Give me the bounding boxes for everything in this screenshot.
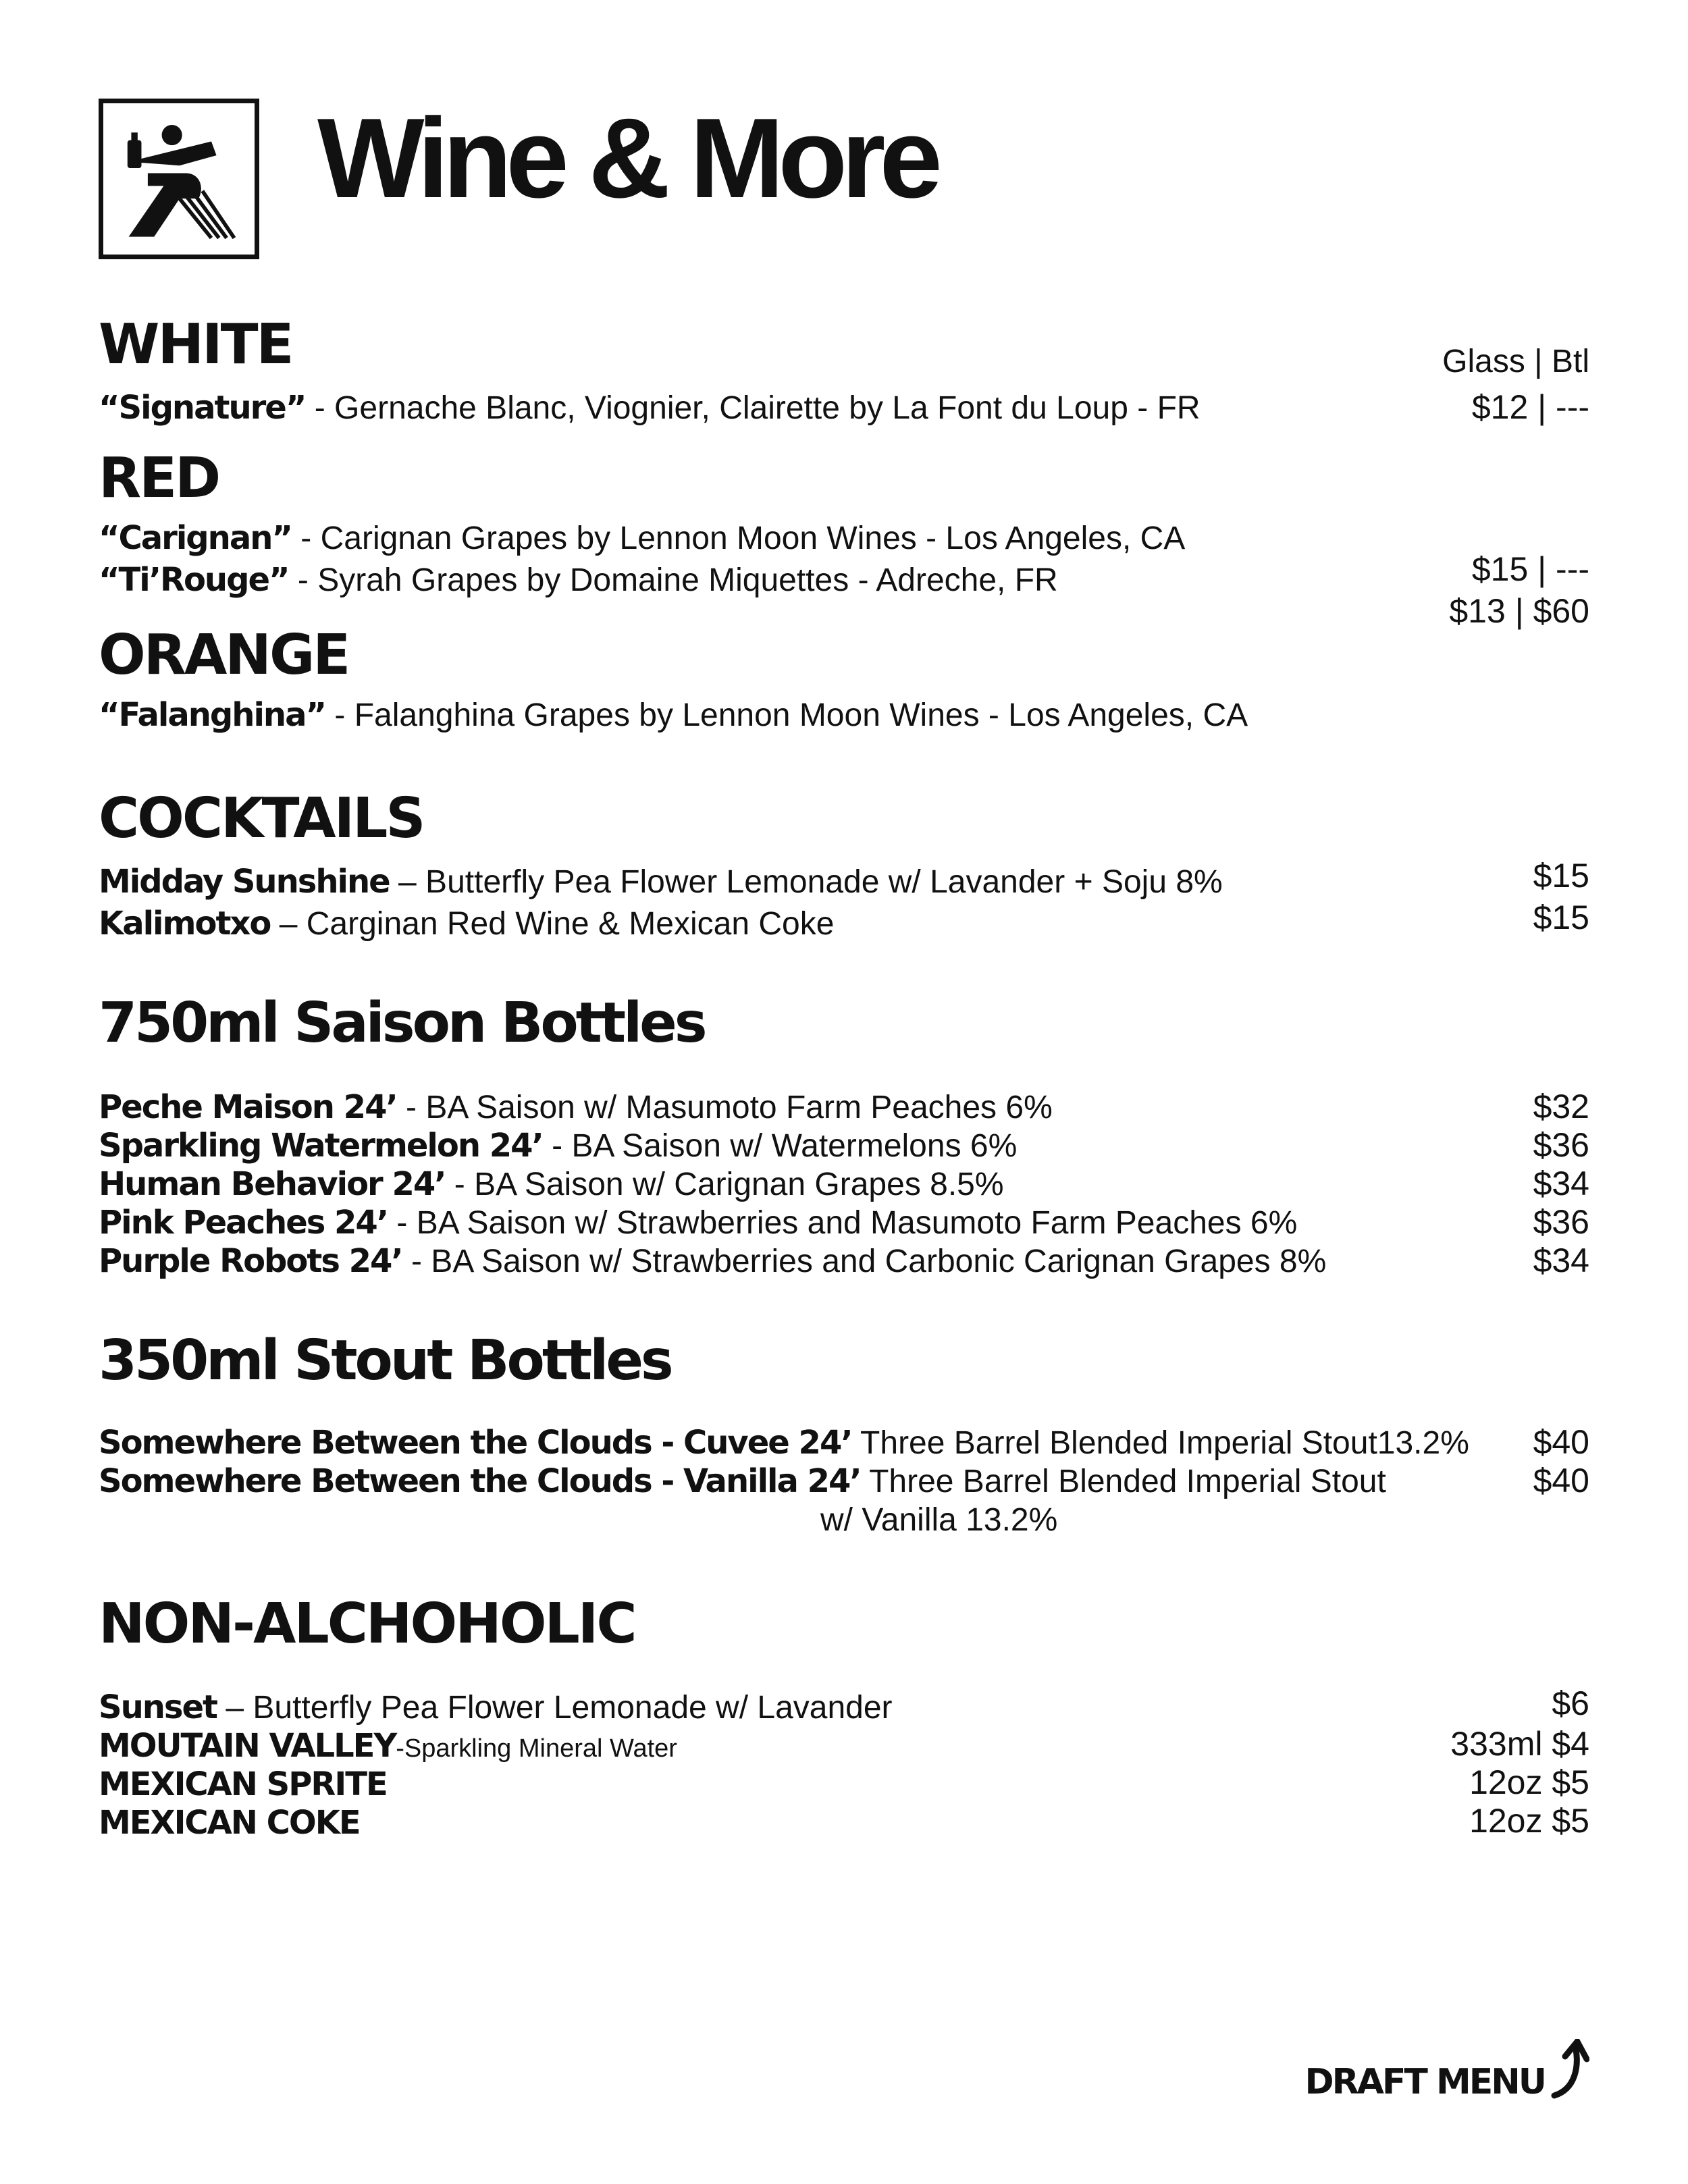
- section-title-orange: ORANGE: [99, 623, 349, 687]
- item-name: Sunset: [99, 1688, 217, 1726]
- item-price: $34: [1533, 1242, 1589, 1279]
- menu-item: [99, 907, 834, 940]
- section-title-cocktails: COCKTAILS: [99, 787, 424, 851]
- item-description: – Butterfly Pea Flower Lemonade w/ Lavander + Soju 8%: [389, 864, 1223, 900]
- price-column-heading: Glass | Btl: [1442, 344, 1589, 379]
- item-description: - Syrah Grapes by Domaine Miquettes - Adreche, FR: [288, 562, 1058, 598]
- item-price: $12 | ---: [1471, 388, 1589, 426]
- menu-item: [99, 1765, 387, 1803]
- item-price: $13 | $60: [1449, 592, 1589, 630]
- menu-item: [99, 1727, 677, 1765]
- item-price: $32: [1533, 1088, 1589, 1125]
- item-description: - BA Saison w/ Carignan Grapes 8.5%: [445, 1167, 1004, 1202]
- section-title-white: WHITE: [99, 313, 292, 377]
- menu-item: [99, 696, 1248, 734]
- bartender-figure-logo: [99, 99, 259, 259]
- menu-item: [99, 389, 1201, 427]
- item-description: - BA Saison w/ Masumoto Farm Peaches 6%: [396, 1090, 1053, 1125]
- item-price: $15: [1533, 899, 1589, 936]
- item-description: -Sparkling Mineral Water: [396, 1734, 677, 1763]
- menu-item: [99, 1462, 1386, 1500]
- curved-arrow-up-icon: [1549, 2039, 1589, 2100]
- item-description: - BA Saison w/ Strawberries and Masumoto Farm Peaches 6%: [388, 1205, 1298, 1241]
- item-description: Three Barrel Blended Imperial Stout13.2%: [851, 1425, 1469, 1461]
- item-description: - Falanghina Grapes by Lennon Moon Wines - Los Angeles, CA: [325, 697, 1248, 733]
- logo-graphic: [103, 103, 255, 255]
- item-price: $40: [1533, 1423, 1589, 1461]
- section-title-red: RED: [99, 446, 219, 510]
- item-price: $40: [1533, 1462, 1589, 1499]
- item-name: Human Behavior 24’: [99, 1165, 446, 1203]
- item-name: Pink Peaches 24’: [99, 1204, 388, 1242]
- item-description: - Gernache Blanc, Viognier, Clairette by La Font du Loup - FR: [305, 390, 1201, 426]
- item-name: Somewhere Between the Clouds - Vanilla 24’: [99, 1462, 861, 1500]
- item-name: MEXICAN SPRITE: [99, 1765, 387, 1803]
- section-title-saison-bottles: 750ml Saison Bottles: [99, 991, 705, 1055]
- item-name: “Signature”: [99, 389, 306, 427]
- draft-menu-link[interactable]: [1304, 2046, 1589, 2100]
- item-description: - Carignan Grapes by Lennon Moon Wines - Los Angeles, CA: [291, 521, 1186, 556]
- menu-item: [99, 1206, 1297, 1240]
- item-description: Three Barrel Blended Imperial Stout: [860, 1464, 1386, 1499]
- item-description: – Carginan Red Wine & Mexican Coke: [270, 906, 835, 942]
- item-name: Kalimotxo: [99, 905, 271, 942]
- section-title-non-alcoholic: NON-ALCHOHOLIC: [99, 1592, 635, 1656]
- item-price: $34: [1533, 1165, 1589, 1202]
- section-title-stout-bottles: 350ml Stout Bottles: [99, 1329, 671, 1393]
- item-name: “Ti’Rouge”: [99, 561, 289, 599]
- menu-item: [99, 561, 1058, 599]
- item-name: MOUTAIN VALLEY: [99, 1727, 396, 1765]
- draft-menu-label: DRAFT MENU: [1304, 2062, 1545, 2102]
- item-name: Sparkling Watermelon 24’: [99, 1127, 543, 1165]
- menu-item: [99, 865, 1223, 899]
- menu-item: [99, 1688, 893, 1726]
- item-name: MEXICAN COKE: [99, 1804, 360, 1842]
- menu-item: [99, 1804, 360, 1842]
- item-price: 12oz $5: [1469, 1802, 1589, 1840]
- item-description-continued: w/ Vanilla 13.2%: [820, 1502, 1058, 1538]
- item-price: 12oz $5: [1469, 1763, 1589, 1801]
- item-price: $15: [1533, 857, 1589, 895]
- item-name: “Falanghina”: [99, 696, 326, 734]
- item-price: 333ml $4: [1450, 1725, 1589, 1763]
- item-name: “Carignan”: [99, 519, 292, 557]
- menu-item: [99, 1088, 1053, 1126]
- menu-item: [99, 1165, 1004, 1203]
- item-price: $6: [1552, 1684, 1589, 1722]
- item-name: Purple Robots 24’: [99, 1242, 402, 1280]
- menu-item: [99, 1424, 1469, 1462]
- item-description: - BA Saison w/ Watermelons 6%: [542, 1128, 1018, 1164]
- item-price: $15 | ---: [1471, 550, 1589, 588]
- item-name: Somewhere Between the Clouds - Cuvee 24’: [99, 1424, 852, 1462]
- menu-item: [99, 519, 1186, 557]
- menu-item: [99, 1242, 1327, 1280]
- item-name: Midday Sunshine: [99, 863, 390, 901]
- item-description: – Butterfly Pea Flower Lemonade w/ Lavander: [216, 1690, 893, 1726]
- item-price: $36: [1533, 1126, 1589, 1164]
- menu-item: [99, 1129, 1017, 1163]
- item-description: - BA Saison w/ Strawberries and Carbonic Carignan Grapes 8%: [402, 1244, 1327, 1279]
- page-title: Wine & More: [317, 95, 937, 221]
- item-price: $36: [1533, 1203, 1589, 1241]
- item-name: Peche Maison 24’: [99, 1088, 397, 1126]
